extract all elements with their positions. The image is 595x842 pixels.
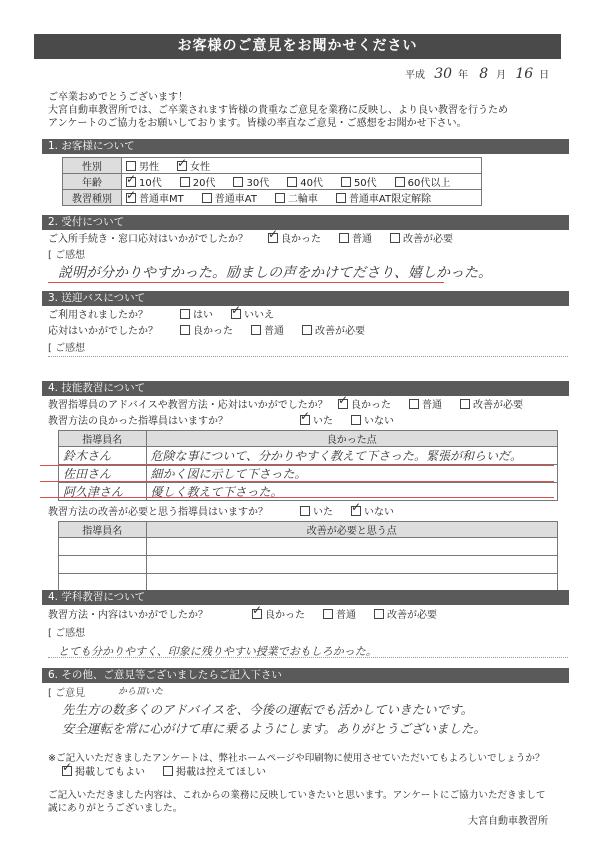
date-year-unit: 年 (458, 70, 469, 81)
good-row-2-name[interactable]: 佐田さん (59, 465, 147, 483)
bus-service-options-option-3[interactable] (302, 325, 365, 338)
bus-service-options (180, 325, 383, 338)
reception-options-option-label: 改善が必要 (403, 234, 453, 245)
course-options-option-1[interactable] (126, 190, 184, 205)
lecture-options-option-3[interactable] (374, 609, 437, 622)
bus-service-question: 応対はいかがでしたか？ (48, 326, 158, 337)
skill-advice-options-option-label: 改善が必要 (473, 400, 523, 411)
skill-good-options (300, 415, 412, 428)
skill-good-options-option-label: いない (364, 416, 394, 427)
reception-impression-label: [ ご感想 (48, 250, 86, 261)
bad-row-3-name[interactable] (59, 574, 147, 592)
bus-service-options-option-2[interactable] (251, 325, 284, 338)
checkbox-icon[interactable] (341, 177, 351, 187)
age-options-option-label: 60代以上 (407, 178, 451, 189)
lecture-options (252, 609, 455, 622)
age-options-option-2[interactable] (180, 174, 216, 189)
intro-line-3: アンケートのご協力をお願いしております。皆様の率直なご意見・ご感想をお聞かせ下さい。 (48, 118, 467, 129)
section-skill-header: 4. 技能教習について (42, 381, 569, 396)
skill-bad-options-option-2[interactable] (351, 506, 394, 519)
gender-options-option-2[interactable] (177, 158, 210, 173)
section-bus-header: 3. 送迎バスについて (42, 291, 569, 306)
bus-use-options-option-1[interactable] (180, 309, 213, 322)
age-options-option-label: 40代 (300, 178, 323, 189)
bus-service-options-option-1[interactable] (180, 325, 233, 338)
checkbox-icon[interactable] (323, 609, 333, 619)
gender-options-option-label: 男性 (139, 162, 159, 173)
good-point-header: 良かった点 (146, 431, 557, 447)
date-month[interactable]: 8 (479, 66, 489, 82)
checkbox-icon[interactable] (268, 233, 278, 243)
checkbox-icon[interactable] (231, 309, 241, 319)
age-label: 年齢 (63, 174, 122, 190)
gender-label: 性別 (63, 158, 122, 174)
age-options-option-5[interactable] (341, 174, 377, 189)
bus-service-options-option-label: 改善が必要 (315, 326, 365, 337)
bus-use-options-option-label: いいえ (244, 310, 274, 321)
publish-options-option-label: 掲載してもよい (75, 767, 145, 778)
skill-bad-options-option-1[interactable] (300, 506, 333, 519)
date-line (405, 68, 549, 82)
bad-row-1-point[interactable] (146, 538, 557, 556)
publish-options-option-1[interactable] (62, 766, 145, 779)
lecture-options-option-2[interactable] (323, 609, 356, 622)
checkbox-icon[interactable] (339, 233, 349, 243)
date-era: 平成 (405, 70, 425, 81)
age-options-option-6[interactable] (395, 174, 451, 189)
lecture-impression-text: ご感想 (55, 628, 86, 639)
course-options-option-2[interactable] (202, 190, 257, 205)
bad-row-1-name[interactable] (59, 538, 147, 556)
bad-name-header: 指導員名 (59, 522, 147, 538)
reception-question: ご入所手続き・窓口応対はいかがでしたか？ (48, 234, 248, 245)
skill-advice-options-option-2[interactable] (409, 399, 442, 412)
skill-good-question: 教習方法の良かった指導員はいますか？ (48, 416, 228, 427)
skill-advice-question: 教習指導員のアドバイスや教習方法・応対はいかがでしたか？ (48, 400, 328, 411)
checkbox-icon[interactable] (395, 177, 405, 187)
lecture-options-option-label: 改善が必要 (387, 610, 437, 621)
course-options-option-label: 普通車AT限定解除 (348, 194, 432, 205)
checkbox-icon[interactable] (180, 309, 190, 319)
skill-bad-question: 教習方法の改善が必要と思う指導員はいますか？ (48, 507, 268, 518)
checkbox-icon[interactable] (351, 506, 361, 516)
lecture-options-option-label: 良かった (265, 610, 305, 621)
signature: 大宮自動車教習所 (468, 816, 548, 827)
date-day-unit: 日 (539, 70, 550, 81)
checkbox-icon[interactable] (336, 193, 346, 203)
checkbox-icon[interactable] (126, 177, 136, 187)
checkbox-icon[interactable] (409, 399, 419, 409)
checkbox-icon[interactable] (275, 193, 285, 203)
age-options-option-3[interactable] (233, 174, 269, 189)
section-reception-header: 2. 受付について (42, 215, 569, 230)
checkbox-icon[interactable] (62, 766, 72, 776)
bus-use-question: ご利用されましたか？ (48, 310, 148, 321)
skill-good-options-option-label: いた (313, 416, 333, 427)
checkbox-icon[interactable] (126, 193, 136, 203)
checkbox-icon[interactable] (252, 609, 262, 619)
good-row-2-point[interactable]: 細かく図に示して下さった。 (146, 465, 557, 483)
lecture-question: 教習方法・内容はいかがでしたか？ (48, 610, 208, 621)
course-options-option-label: 普通車MT (139, 194, 184, 205)
reception-options-option-label: 普通 (352, 234, 372, 245)
publish-options-option-2[interactable] (163, 766, 266, 779)
age-options-option-label: 50代 (353, 178, 377, 189)
course-options (122, 190, 482, 206)
date-month-unit: 月 (496, 70, 507, 81)
bus-use-options-option-2[interactable] (231, 309, 274, 322)
age-options-option-label: 30代 (246, 178, 270, 189)
checkbox-icon[interactable] (163, 766, 173, 776)
good-row-3-underline (40, 497, 554, 498)
checkbox-icon[interactable] (338, 399, 348, 409)
bad-instructor-table (58, 521, 558, 592)
bus-service-options-option-label: 普通 (264, 326, 284, 337)
bus-use-options (180, 309, 292, 322)
section-other-header: 6. その他、ご意見等ございましたらご記入下さい (42, 668, 569, 683)
checkbox-icon[interactable] (287, 177, 297, 187)
page-title: お客様のご意見をお聞かせください (34, 34, 561, 59)
reception-underline (48, 282, 444, 283)
reception-answer[interactable]: 説明が分かりやすかった。励ましの声をかけてださり、嬉しかった。 (58, 265, 492, 281)
good-row-1-underline (40, 465, 554, 466)
reception-options-option-2[interactable] (339, 233, 372, 246)
checkbox-icon[interactable] (126, 161, 136, 171)
skill-advice-options (338, 399, 541, 412)
skill-bad-options (300, 506, 412, 519)
other-opinion-text: ご意見 (55, 688, 86, 699)
age-options-option-label: 20代 (192, 178, 216, 189)
good-row-3-name[interactable]: 阿久津さん (59, 483, 147, 501)
course-label: 教習種別 (63, 190, 122, 206)
checkbox-icon[interactable] (251, 325, 261, 335)
skill-bad-options-option-label: いない (364, 507, 394, 518)
other-answer-note[interactable]: から頂いた (118, 687, 164, 697)
reception-options-option-label: 良かった (281, 234, 321, 245)
good-name-header: 指導員名 (59, 431, 147, 447)
publish-question: ※ご記入いただきましたアンケートは、弊社ホームページや印刷物に使用させていただいてもよろしいでしょうか？ (48, 753, 545, 764)
checkbox-icon[interactable] (390, 233, 400, 243)
publish-options-option-label: 掲載は控えてほしい (176, 767, 266, 778)
lecture-answer[interactable]: とても分かりやすく、印象に残りやすい授業でおもしろかった。 (58, 645, 377, 658)
closing-line-2: 誠にありがとうございました。 (48, 803, 183, 814)
lecture-options-option-label: 普通 (336, 610, 356, 621)
bus-use-options-option-label: はい (193, 310, 213, 321)
reception-impression-text: ご感想 (55, 250, 86, 261)
age-options-option-1[interactable] (126, 174, 162, 189)
bad-row-2-point[interactable] (146, 556, 557, 574)
lecture-options-option-1[interactable] (252, 609, 305, 622)
age-options-option-label: 10代 (139, 178, 162, 189)
checkbox-icon[interactable] (460, 399, 470, 409)
skill-advice-options-option-1[interactable] (338, 399, 391, 412)
checkbox-icon[interactable] (180, 177, 190, 187)
other-answer-line-2[interactable]: 安全運転を常に心がけて車に乗るようにします。ありがとうございました。 (62, 721, 487, 736)
section-lecture-header: 4. 学科教習について (42, 590, 569, 605)
intro-line-1: ご卒業おめでとうございます！ (48, 92, 188, 103)
bus-service-options-option-label: 良かった (193, 326, 233, 337)
closing-line-1: ご記入いただきました内容は、これからの業務に反映していきたいと思います。アンケートにご協力いただきまして (48, 790, 546, 801)
bus-impression-text: ご感想 (55, 343, 86, 354)
other-answer-line-1[interactable]: 先生方の数多くのアドバイスを、今後の運転でも活かしていきたいです。 (62, 702, 474, 717)
reception-options (268, 233, 471, 246)
bad-point-header: 改善が必要と思う点 (146, 522, 557, 538)
bus-impression-label: [ ご感想 (48, 343, 86, 354)
checkbox-icon[interactable] (351, 415, 361, 425)
skill-advice-options-option-label: 普通 (422, 400, 442, 411)
bad-row-3-point[interactable] (146, 574, 557, 592)
gender-options-option-label: 女性 (190, 162, 210, 173)
section-customer-header: 1. お客様について (42, 139, 569, 154)
gender-options-option-1[interactable] (126, 158, 159, 173)
checkbox-icon[interactable] (202, 193, 212, 203)
skill-good-options-option-2[interactable] (351, 415, 394, 428)
reception-options-option-3[interactable] (390, 233, 453, 246)
bus-answer-line (48, 356, 568, 357)
lecture-answer-line (48, 657, 568, 658)
intro-line-2: 大宮自動車教習所では、ご卒業されます皆様の貴重なご意見を業務に反映し、より良い教習を行うため (48, 105, 508, 116)
skill-bad-options-option-label: いた (313, 507, 333, 518)
publish-options (62, 766, 284, 779)
good-row-3-point[interactable]: 優しく教えて下さった。 (146, 483, 557, 501)
date-day[interactable]: 16 (515, 66, 534, 82)
course-options-option-label: 普通車AT (214, 194, 257, 205)
course-options-option-3[interactable] (275, 190, 318, 205)
other-opinion-label: [ ご意見 (48, 688, 86, 699)
good-row-1-point[interactable]: 危険な事について、分かりやすく教えて下さった。緊張が和らいだ。 (146, 447, 557, 465)
skill-advice-options-option-label: 良かった (351, 400, 391, 411)
reception-options-option-1[interactable] (268, 233, 321, 246)
course-options-option-4[interactable] (336, 190, 431, 205)
checkbox-icon[interactable] (180, 325, 190, 335)
checkbox-icon[interactable] (302, 325, 312, 335)
skill-advice-options-option-3[interactable] (460, 399, 523, 412)
good-row-1-name[interactable]: 鈴木さん (59, 447, 147, 465)
checkbox-icon[interactable] (374, 609, 384, 619)
date-year[interactable]: 30 (434, 66, 453, 82)
checkbox-icon[interactable] (300, 506, 310, 516)
checkbox-icon[interactable] (300, 415, 310, 425)
course-options-option-label: 二輪車 (287, 194, 318, 205)
lecture-impression-label: [ ご感想 (48, 628, 86, 639)
skill-good-options-option-1[interactable] (300, 415, 333, 428)
checkbox-icon[interactable] (233, 177, 243, 187)
age-options (122, 174, 482, 190)
checkbox-icon[interactable] (177, 161, 187, 171)
good-row-2-underline (40, 481, 554, 482)
age-options-option-4[interactable] (287, 174, 323, 189)
bad-row-2-name[interactable] (59, 556, 147, 574)
gender-options (122, 158, 482, 174)
customer-table (62, 157, 482, 206)
